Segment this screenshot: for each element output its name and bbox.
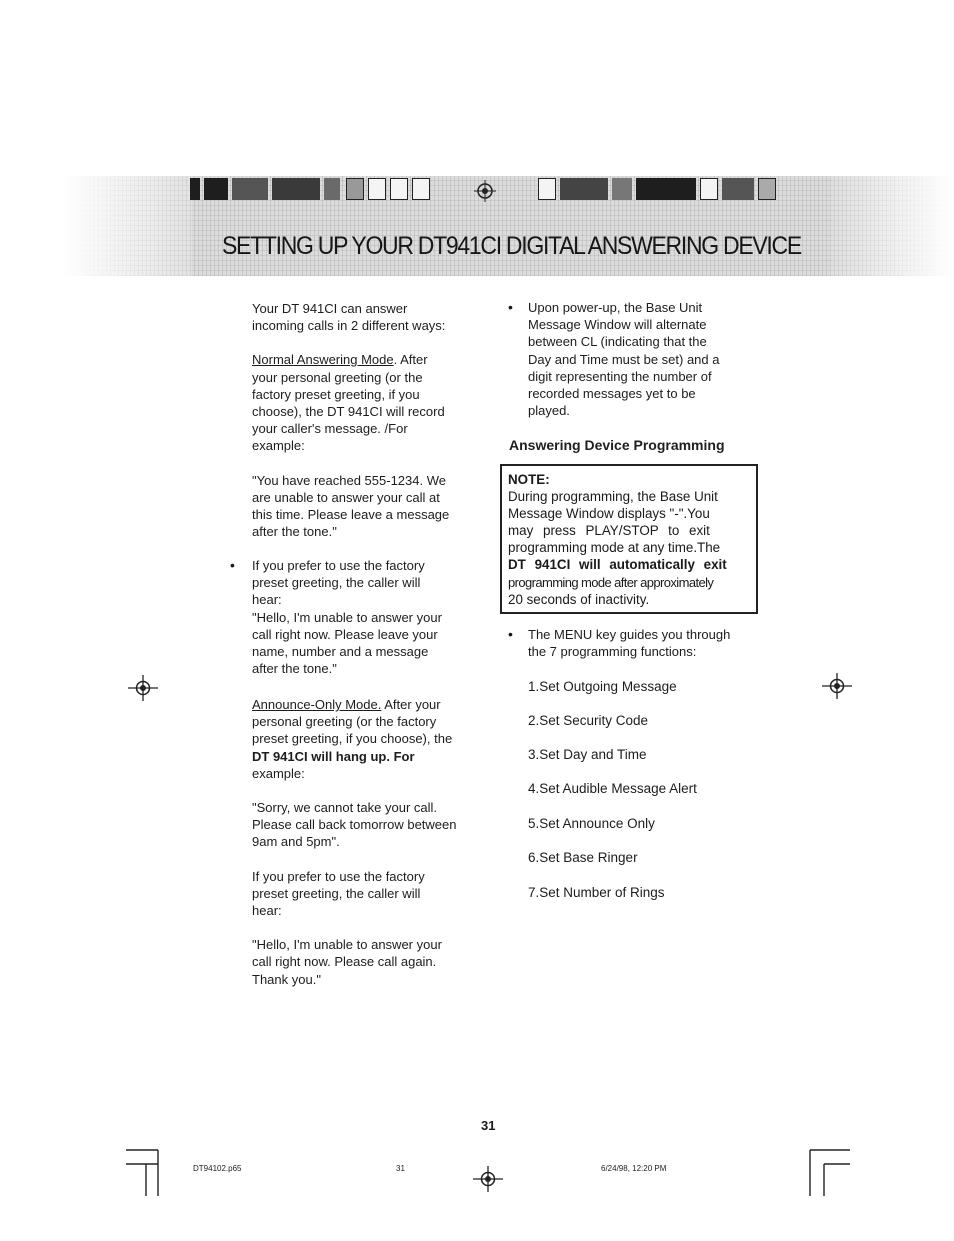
- crop-mark-right-icon: [804, 1144, 852, 1196]
- registration-mark-icon: [822, 671, 852, 701]
- power-up-text: Message Window will alternate: [528, 317, 707, 333]
- registration-mark-icon: [128, 673, 158, 703]
- intro-line-1: Your DT 941CI can answer: [252, 301, 408, 316]
- note-text: programming mode at any time.The: [508, 540, 721, 556]
- note-text: DT 941CI will automatically exit: [508, 557, 727, 573]
- factory-text: preset greeting, the caller will: [252, 885, 421, 901]
- normal-mode-text: factory preset greeting, if you: [252, 386, 420, 402]
- header-stripe-left: [190, 178, 450, 200]
- bullet-1-text: If you prefer to use the factory: [252, 558, 425, 573]
- bullet-1-text: after the tone.": [252, 661, 337, 677]
- footer-filename: DT94102.p65: [193, 1164, 242, 1173]
- menu-text: the 7 programming functions:: [528, 644, 697, 660]
- header-band-fade-left: [62, 176, 192, 276]
- power-up-text: played.: [528, 403, 570, 419]
- normal-mode-text: your personal greeting (or the: [252, 369, 423, 385]
- function-item: 2.Set Security Code: [528, 713, 649, 728]
- normal-mode-text: your caller's message. /For: [252, 421, 408, 437]
- function-item: 5.Set Announce Only: [528, 816, 655, 831]
- function-item: 4.Set Audible Message Alert: [528, 781, 697, 796]
- bullet-1-text: call right now. Please leave your: [252, 626, 438, 642]
- note-title: NOTE:: [508, 472, 550, 487]
- quote-3-text: call right now. Please call again.: [252, 954, 437, 970]
- bullet-1-text: "Hello, I'm unable to answer your: [252, 609, 442, 625]
- announce-mode-text: example:: [252, 765, 305, 781]
- note-text: During programming, the Base Unit: [508, 489, 718, 505]
- power-up-text: Upon power-up, the Base Unit: [528, 300, 703, 315]
- menu-bullet: [528, 626, 758, 660]
- menu-text: The MENU key guides you through: [528, 627, 731, 642]
- bullet-1-text: hear:: [252, 592, 282, 608]
- quote-2-text: Please call back tomorrow between: [252, 817, 457, 833]
- left-column: [252, 300, 474, 540]
- quote-1-text: are unable to answer your call at: [252, 489, 440, 505]
- footer-date: 6/24/98, 12:20 PM: [601, 1164, 667, 1173]
- normal-mode-line: Normal Answering Mode. After: [252, 352, 428, 368]
- announce-mode-text: DT 941CI will hang up. For: [252, 748, 415, 764]
- function-item: 7.Set Number of Rings: [528, 885, 665, 900]
- header-target-icon: [474, 180, 496, 202]
- quote-1-text: "You have reached 555-1234. We: [252, 472, 446, 488]
- footer-page: 31: [396, 1164, 405, 1173]
- bullet-dot: •: [508, 626, 513, 642]
- note-text: may press PLAY/STOP to exit: [508, 523, 710, 539]
- section-heading: Answering Device Programming: [509, 437, 725, 453]
- normal-mode-text: example:: [252, 438, 305, 454]
- power-up-text: between CL (indicating that the: [528, 334, 707, 350]
- bullet-dot: •: [230, 557, 235, 573]
- header-band-fade-right: [830, 176, 954, 276]
- power-up-bullet: [528, 299, 754, 419]
- quote-2-text: "Sorry, we cannot take your call.: [252, 800, 438, 816]
- bullet-dot: •: [508, 299, 513, 315]
- normal-mode-label: Normal Answering Mode: [252, 352, 394, 368]
- quote-1-text: after the tone.": [252, 524, 337, 540]
- crop-mark-left-icon: [126, 1144, 166, 1196]
- power-up-text: digit representing the number of: [528, 368, 712, 384]
- page-title: SETTING UP YOUR DT941CI DIGITAL ANSWERING DEVICE: [222, 232, 801, 260]
- announce-mode-line: Announce-Only Mode. After your: [252, 697, 441, 712]
- function-item: 3.Set Day and Time: [528, 747, 647, 762]
- power-up-text: recorded messages yet to be: [528, 386, 696, 402]
- factory-text: hear:: [252, 903, 282, 919]
- announce-mode-text: preset greeting, if you choose), the: [252, 731, 453, 747]
- note-text: programming mode after approximately: [508, 574, 714, 590]
- factory-text: If you prefer to use the factory: [252, 868, 425, 884]
- intro-line-2: incoming calls in 2 different ways:: [252, 318, 446, 334]
- note-text: 20 seconds of inactivity.: [508, 591, 650, 607]
- function-item: 1.Set Outgoing Message: [528, 679, 677, 694]
- quote-2-text: 9am and 5pm".: [252, 834, 340, 850]
- registration-mark-icon: [473, 1164, 503, 1194]
- power-up-text: Day and Time must be set) and a: [528, 351, 720, 367]
- bullet-1-text: name, number and a message: [252, 644, 429, 660]
- note-box: [500, 464, 758, 614]
- quote-3-text: "Hello, I'm unable to answer your: [252, 937, 442, 953]
- factory-greeting-bullet: [252, 557, 474, 677]
- announce-mode-section: [252, 696, 474, 988]
- page-number: 31: [481, 1118, 496, 1133]
- function-item: 6.Set Base Ringer: [528, 850, 638, 865]
- announce-mode-text: personal greeting (or the factory: [252, 714, 437, 730]
- announce-mode-label: Announce-Only Mode.: [252, 697, 382, 712]
- quote-1-text: this time. Please leave a message: [252, 507, 450, 523]
- quote-3-text: Thank you.": [252, 971, 321, 987]
- note-text: Message Window displays "-".You: [508, 506, 710, 522]
- bullet-1-text: preset greeting, the caller will: [252, 575, 421, 591]
- header-stripe-right: [538, 178, 788, 200]
- normal-mode-text: choose), the DT 941CI will record: [252, 404, 445, 420]
